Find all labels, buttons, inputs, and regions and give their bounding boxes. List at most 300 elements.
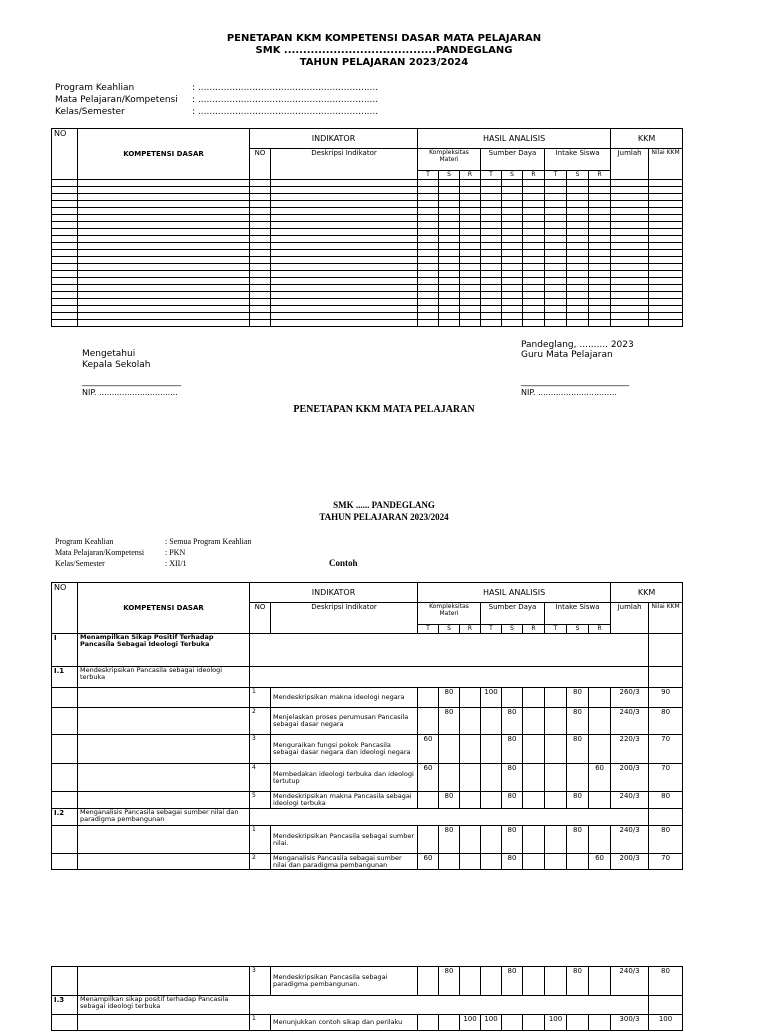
blank-cell [567, 236, 589, 243]
score-r2 [523, 826, 545, 854]
blank-cell [611, 201, 649, 208]
score-t1 [418, 688, 439, 708]
blank-cell [250, 222, 271, 229]
blank-cell [502, 299, 523, 306]
blank-cell [523, 236, 545, 243]
blank-cell [52, 278, 78, 285]
blank-cell [460, 215, 481, 222]
kkm-example-table [51, 582, 683, 870]
blank-cell [78, 194, 250, 201]
empty-kompetensi [78, 688, 250, 708]
blank-cell [78, 313, 250, 320]
col-hasil-header: HASIL ANALISIS [418, 583, 611, 603]
blank-cell [250, 292, 271, 299]
sub-s: S [439, 625, 460, 634]
blank-cell [523, 243, 545, 250]
blank-cell [649, 208, 683, 215]
blank-cell [545, 285, 567, 292]
blank-cell [523, 194, 545, 201]
blank-cell [523, 229, 545, 236]
blank-cell [271, 222, 418, 229]
col-intake-header: Intake Siswa [545, 603, 611, 625]
nilai-kkm: 80 [649, 826, 683, 854]
indikator-row [52, 735, 683, 764]
blank-cell [481, 201, 502, 208]
blank-cell [589, 320, 611, 327]
blank-cell [567, 278, 589, 285]
score-s1: 80 [439, 826, 460, 854]
blank-cell [78, 180, 250, 187]
blank-cell [567, 313, 589, 320]
blank-cell [250, 285, 271, 292]
blank-cell [460, 250, 481, 257]
score-s3: 80 [567, 792, 589, 809]
col-deskripsi-header: Deskripsi Indikator [271, 603, 418, 634]
blank-cell [418, 320, 439, 327]
score-s2: 80 [502, 967, 523, 996]
blank-cell [502, 229, 523, 236]
score-s2: 80 [502, 854, 523, 870]
blank-row [52, 243, 683, 250]
blank-cell [250, 257, 271, 264]
blank-cell [78, 257, 250, 264]
sub-r: R [523, 171, 545, 180]
blank-cell [567, 222, 589, 229]
score-r1 [460, 708, 481, 735]
blank-cell [589, 229, 611, 236]
meta-block-1 [55, 82, 379, 118]
blank-cell [523, 222, 545, 229]
nilai-kkm: 80 [649, 792, 683, 809]
score-r3 [589, 735, 611, 764]
blank-cell [52, 180, 78, 187]
empty-no [52, 708, 78, 735]
score-r1 [460, 826, 481, 854]
blank-cell [502, 292, 523, 299]
blank-cell [52, 285, 78, 292]
blank-cell [589, 243, 611, 250]
nilai-kkm: 70 [649, 854, 683, 870]
empty-kompetensi [78, 1015, 250, 1031]
blank-cell [460, 236, 481, 243]
blank-cell [439, 306, 460, 313]
blank-cell [418, 194, 439, 201]
score-t3: 100 [545, 1015, 567, 1031]
academic-year: TAHUN PELAJARAN 2023/2024 [299, 57, 469, 68]
school-name-2: SMK ...... PANDEGLANG [333, 500, 435, 510]
blank-row [52, 257, 683, 264]
blank-cell [649, 278, 683, 285]
blank-cell [502, 320, 523, 327]
blank-cell [439, 208, 460, 215]
blank-cell [611, 215, 649, 222]
kompetensi-dasar-row [52, 809, 683, 826]
blank-cell [52, 271, 78, 278]
sub-t: T [481, 171, 502, 180]
sub-t: T [418, 625, 439, 634]
blank-cell [545, 243, 567, 250]
kompetensi-text: Mendeskripsikan Pancasila sebagai ideologi terbuka [78, 667, 250, 688]
meta-block-2 [55, 536, 252, 569]
blank-cell [439, 222, 460, 229]
blank-cell [250, 180, 271, 187]
blank-cell [567, 264, 589, 271]
row-no: I [52, 634, 78, 667]
blank-cell [611, 264, 649, 271]
sub-r: R [589, 171, 611, 180]
score-s1: 80 [439, 792, 460, 809]
score-r1 [460, 764, 481, 792]
nilai-kkm: 100 [649, 1015, 683, 1031]
blank-cell [589, 180, 611, 187]
blank-cell [460, 222, 481, 229]
score-r3 [589, 1015, 611, 1031]
blank-cell [418, 236, 439, 243]
indikator-desc: Mendeskripsikan makna Pancasila sebagai ideologi terbuka [271, 792, 418, 809]
sub-r: R [460, 171, 481, 180]
sub-s: S [439, 171, 460, 180]
sig-right-line: ________________________ [521, 377, 629, 387]
blank-cell [502, 306, 523, 313]
blank-cell [481, 194, 502, 201]
blank-cell [439, 250, 460, 257]
score-s1 [439, 854, 460, 870]
blank-cell [78, 285, 250, 292]
blank-cell [418, 271, 439, 278]
blank-cell [418, 180, 439, 187]
sub-t: T [481, 625, 502, 634]
score-s3: 80 [567, 735, 589, 764]
nilai-kkm: 70 [649, 764, 683, 792]
blank-cell [523, 250, 545, 257]
blank-cell [545, 229, 567, 236]
blank-cell [589, 187, 611, 194]
blank-cell [649, 187, 683, 194]
blank-cell [418, 201, 439, 208]
blank-cell [439, 299, 460, 306]
blank-cell [439, 271, 460, 278]
score-r1 [460, 792, 481, 809]
score-t2 [481, 764, 502, 792]
blank-cell [52, 222, 78, 229]
blank-cell [460, 187, 481, 194]
col-no-header: NO [52, 583, 78, 634]
blank-cell [439, 278, 460, 285]
blank-cell [589, 201, 611, 208]
blank-cell [611, 180, 649, 187]
blank-row [52, 313, 683, 320]
blank-cell [52, 201, 78, 208]
blank-cell [649, 243, 683, 250]
academic-year-2: TAHUN PELAJARAN 2023/2024 [319, 512, 449, 522]
col-ind-no-header: NO [250, 149, 271, 180]
col-no-header: NO [52, 129, 78, 180]
col-ind-no-header: NO [250, 603, 271, 634]
blank-cell [271, 229, 418, 236]
indikator-no: 3 [250, 735, 271, 764]
blank-cell [523, 201, 545, 208]
blank-cell [589, 194, 611, 201]
blank-cell [567, 208, 589, 215]
indikator-no: 5 [250, 792, 271, 809]
blank-cell [481, 257, 502, 264]
score-r2 [523, 708, 545, 735]
blank-cell [271, 236, 418, 243]
indikator-row [52, 967, 683, 996]
blank-row [52, 264, 683, 271]
score-t2: 100 [481, 1015, 502, 1031]
blank-cell [439, 236, 460, 243]
blank-cell [611, 243, 649, 250]
score-t1 [418, 708, 439, 735]
empty-kompetensi [78, 854, 250, 870]
blank-cell [523, 306, 545, 313]
empty-kompetensi [78, 792, 250, 809]
score-r2 [523, 764, 545, 792]
blank-cell [502, 271, 523, 278]
score-r3 [589, 708, 611, 735]
score-t2 [481, 735, 502, 764]
score-t3 [545, 764, 567, 792]
blank-cell [649, 292, 683, 299]
meta-label: Kelas/Semester [55, 107, 125, 117]
score-t3 [545, 708, 567, 735]
score-r3: 60 [589, 854, 611, 870]
blank-cell [611, 257, 649, 264]
score-t1: 60 [418, 764, 439, 792]
score-t3 [545, 826, 567, 854]
sub-s: S [502, 171, 523, 180]
blank-cell [567, 180, 589, 187]
blank-cell [460, 285, 481, 292]
indikator-no: 3 [250, 967, 271, 996]
kompetensi-text: Menganalisis Pancasila sebagai sumber nilai dan paradigma pembangunan [78, 809, 250, 826]
blank-cell [545, 320, 567, 327]
blank-cell [589, 306, 611, 313]
col-deskripsi-header: Deskripsi Indikator [271, 149, 418, 180]
score-t3 [545, 967, 567, 996]
blank-cell [481, 208, 502, 215]
sub-r: R [523, 625, 545, 634]
col-nilai-header: Nilai KKM [649, 603, 683, 634]
blank-cell [567, 229, 589, 236]
meta-value: : ............................................................... [192, 107, 379, 117]
blank-cell [439, 292, 460, 299]
score-t3 [545, 688, 567, 708]
blank-cell [52, 229, 78, 236]
meta-value: : ............................................................... [192, 95, 379, 105]
sub-s: S [567, 625, 589, 634]
blank-cell [611, 320, 649, 327]
indikator-no: 1 [250, 1015, 271, 1031]
blank-cell [567, 243, 589, 250]
blank-cell [439, 180, 460, 187]
blank-cell [589, 257, 611, 264]
blank-cell [418, 222, 439, 229]
sub-r: R [460, 625, 481, 634]
blank-cell [460, 271, 481, 278]
blank-cell [611, 194, 649, 201]
blank-cell [52, 257, 78, 264]
blank-cell [481, 292, 502, 299]
blank-cell [502, 201, 523, 208]
row-no: I.3 [52, 996, 78, 1015]
blank-cell [649, 180, 683, 187]
blank-cell [250, 208, 271, 215]
sig-left-label1: Mengetahui [82, 349, 136, 359]
blank-cell [271, 187, 418, 194]
blank-cell [250, 187, 271, 194]
blank-row [52, 299, 683, 306]
meta-label: Mata Pelajaran/Kompetensi [55, 548, 145, 557]
score-s2: 80 [502, 826, 523, 854]
blank-cell [611, 306, 649, 313]
sig-right-nip: NIP. ............................... [521, 388, 617, 397]
blank-cell [611, 208, 649, 215]
score-r2 [523, 792, 545, 809]
blank-cell [523, 313, 545, 320]
col-indikator-header: INDIKATOR [250, 583, 418, 603]
blank-cell [271, 285, 418, 292]
empty-no [52, 688, 78, 708]
section2-title: PENETAPAN KKM MATA PELAJARAN [293, 404, 475, 415]
score-t1: 60 [418, 735, 439, 764]
blank-cell [250, 194, 271, 201]
blank-cell [78, 208, 250, 215]
blank-cell [250, 201, 271, 208]
blank-cell [567, 306, 589, 313]
blank-cell [481, 264, 502, 271]
score-r3 [589, 826, 611, 854]
blank-cell [52, 208, 78, 215]
blank-cell [545, 215, 567, 222]
blank-cell [545, 306, 567, 313]
blank-cell [78, 278, 250, 285]
sub-t: T [545, 625, 567, 634]
score-s1: 80 [439, 708, 460, 735]
blank-cell [502, 313, 523, 320]
blank-cell [545, 201, 567, 208]
jumlah-value: 240/3 [611, 708, 649, 735]
col-nilai-header: Nilai KKM [649, 149, 683, 180]
blank-cell [649, 250, 683, 257]
blank-row [52, 278, 683, 285]
blank-cell [271, 215, 418, 222]
blank-cell [611, 292, 649, 299]
score-s1: 80 [439, 967, 460, 996]
blank-cell [649, 306, 683, 313]
blank-cell [250, 278, 271, 285]
indikator-row [52, 764, 683, 792]
col-hasil-header: HASIL ANALISIS [418, 129, 611, 149]
blank-cell [649, 271, 683, 278]
indikator-row [52, 826, 683, 854]
blank-cell [545, 194, 567, 201]
indikator-desc: Menganalisis Pancasila sebagai sumber nilai dan paradigma pembangunan [271, 854, 418, 870]
score-t3 [545, 735, 567, 764]
kompetensi-text: Menampilkan sikap positif terhadap Pancasila sebagai ideologi terbuka [78, 996, 250, 1015]
meta-value: : Semua Program Keahlian [165, 537, 252, 546]
blank-cell [545, 292, 567, 299]
blank-cell [567, 250, 589, 257]
blank-cell [52, 313, 78, 320]
blank-cell [52, 306, 78, 313]
blank-cell [418, 250, 439, 257]
empty-kompetensi [78, 967, 250, 996]
score-t1 [418, 1015, 439, 1031]
score-r3 [589, 967, 611, 996]
score-r2 [523, 967, 545, 996]
score-r1 [460, 854, 481, 870]
blank-cell [502, 180, 523, 187]
blank-row [52, 208, 683, 215]
indikator-desc: Mendeskripsikan makna ideologi negara [271, 688, 418, 708]
blank-cell [78, 320, 250, 327]
blank-cell [523, 271, 545, 278]
score-t2: 100 [481, 688, 502, 708]
doc-title: PENETAPAN KKM KOMPETENSI DASAR MATA PELAJARAN [226, 33, 542, 44]
blank-row [52, 306, 683, 313]
blank-row [52, 215, 683, 222]
score-r1 [460, 735, 481, 764]
blank-cell [523, 187, 545, 194]
blank-cell [481, 180, 502, 187]
score-r2 [523, 688, 545, 708]
blank-cell [271, 271, 418, 278]
indikator-row [52, 688, 683, 708]
sub-t: T [545, 171, 567, 180]
col-sumber-header: Sumber Daya [481, 149, 545, 171]
blank-cell [52, 243, 78, 250]
blank-cell [460, 292, 481, 299]
blank-cell [502, 257, 523, 264]
blank-cell [460, 278, 481, 285]
sub-s: S [502, 625, 523, 634]
score-r3: 60 [589, 764, 611, 792]
blank-cell [589, 222, 611, 229]
blank-cell [649, 215, 683, 222]
empty-no [52, 735, 78, 764]
blank-cell [481, 285, 502, 292]
meta-value: : XII/1 [165, 559, 187, 568]
blank-cell [545, 299, 567, 306]
blank-cell [502, 278, 523, 285]
score-r3 [589, 688, 611, 708]
jumlah-value: 200/3 [611, 764, 649, 792]
blank-cell [502, 194, 523, 201]
blank-cell [250, 236, 271, 243]
blank-cell [502, 208, 523, 215]
score-t1 [418, 826, 439, 854]
score-s2: 80 [502, 764, 523, 792]
blank-row [52, 201, 683, 208]
meta-value: : ............................................................... [192, 83, 379, 93]
blank-cell [52, 187, 78, 194]
indikator-empty [250, 996, 649, 1015]
blank-cell [589, 264, 611, 271]
blank-cell [460, 229, 481, 236]
blank-cell [567, 285, 589, 292]
blank-cell [271, 278, 418, 285]
score-t3 [545, 854, 567, 870]
meta-label: Program Keahlian [55, 83, 135, 93]
blank-cell [271, 180, 418, 187]
blank-row [52, 271, 683, 278]
blank-cell [52, 250, 78, 257]
col-jumlah-header: Jumlah [611, 149, 649, 180]
score-s3 [567, 1015, 589, 1031]
blank-cell [545, 257, 567, 264]
